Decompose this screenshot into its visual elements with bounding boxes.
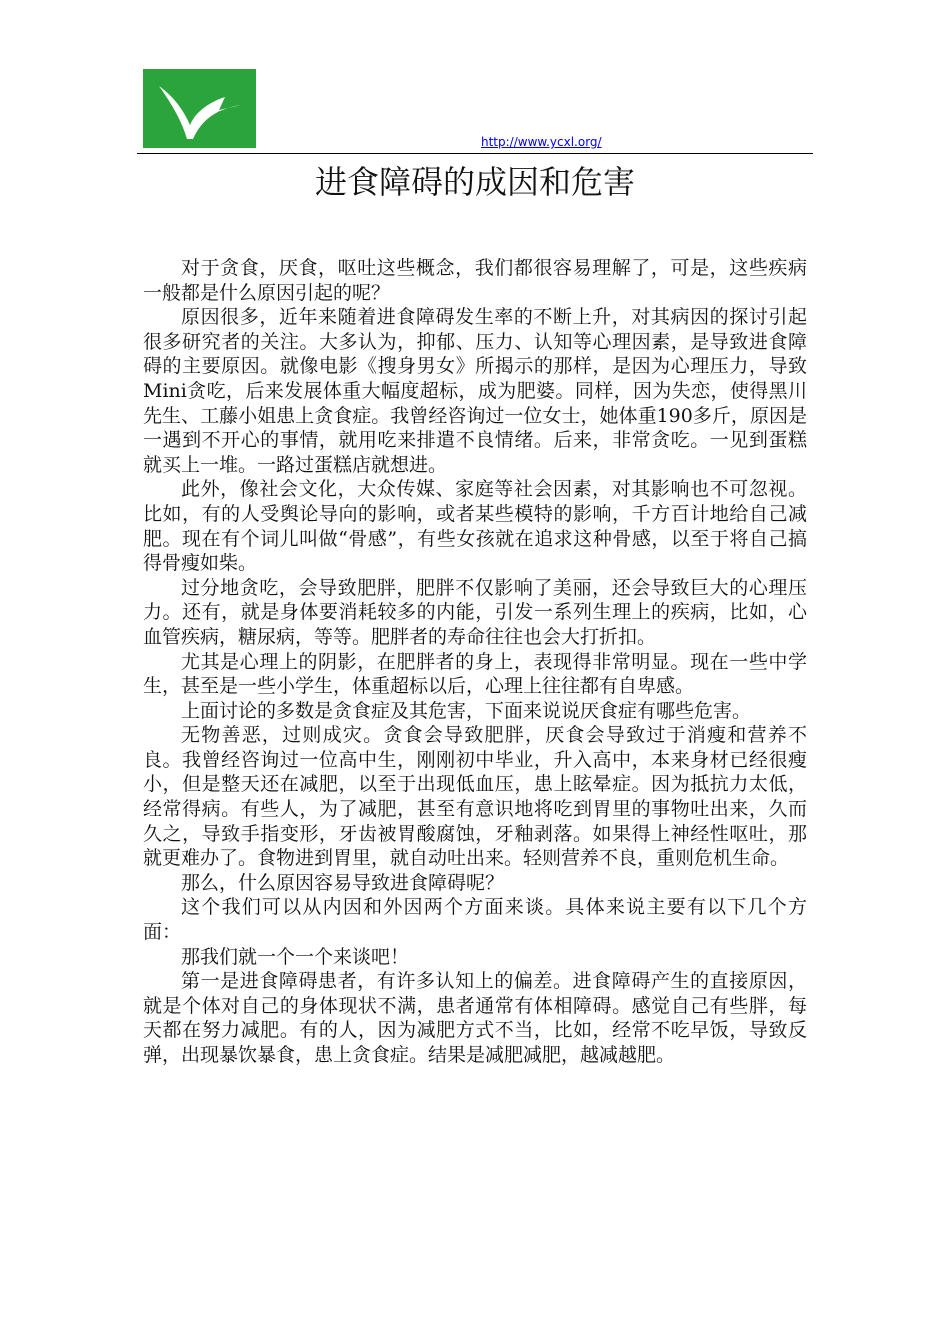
header-divider [137,153,813,154]
article-paragraph: 那我们就一个一个来谈吧！ [181,945,410,968]
article-body [143,256,807,1068]
article-paragraph: 第一是进食障碍患者，有许多认知上的偏差。进食障碍产生的直接原因，就是个体对自己的身体现状不满，患者通常有体相障碍。感觉自己有些胖，每天都在努力减肥。有的人，因为减肥方式不当，比如，经常不吃早饭，导致反弹，出现暴饮暴食，患上贪食症。结果是减肥减肥，越减越肥。 [143,970,807,1066]
site-logo[interactable] [143,69,256,148]
article-paragraph: 上面讨论的多数是贪食症及其危害，下面来说说厌食症有哪些危害。 [181,699,752,722]
article-title: 进食障碍的成因和危害 [314,163,635,201]
article-paragraph: 对于贪食，厌食，呕吐这些概念，我们都很容易理解了，可是，这些疾病一般都是什么原因引起的呢？ [143,257,807,304]
article-paragraph: 无物善恶，过则成灾。贪食会导致肥胖，厌食会导致过于消瘦和营养不良。我曾经咨询过一位高中生，刚刚初中毕业，升入高中，本来身材已经很瘦小，但是整天还在减肥，以至于出现低血压，患上眩晕症。因为抵抗力太低，经常得病。有些人，为了减肥，甚至有意识地将吃到胃里的事物吐出来，久而久之，导致手指变形，牙齿被胃酸腐蚀，牙釉剥落。如果得上神经性呕吐，那就更难办了。食物进到胃里，就自动吐出来。轻则营养不良，重则危机生命。 [143,724,807,870]
article-paragraph: 原因很多，近年来随着进食障碍发生率的不断上升，对其病因的探讨引起很多研究者的关注。大多认为，抑郁、压力、认知等心理因素，是导致进食障碍的主要原因。就像电影《搜身男女》所揭示的那样，是因为心理压力，导致Mini贪吃，后来发展体重大幅度超标，成为肥婆。同样，因为失恋，使得黑川先生、工藤小姐患上贪食症。我曾经咨询过一位女士，她体重190多斤，原因是一遇到不开心的事情，就用吃来排遣不良情绪。后来，非常贪吃。一见到蛋糕就买上一堆。一路过蛋糕店就想进。 [143,306,807,476]
article-paragraph: 那么，什么原因容易导致进食障碍呢？ [181,871,505,894]
site-url-link[interactable]: http://www.ycxl.org/ [481,135,602,149]
article-paragraph: 过分地贪吃，会导致肥胖，肥胖不仅影响了美丽，还会导致巨大的心理压力。还有，就是身体要消耗较多的内能，引发一系列生理上的疾病，比如，心血管疾病，糖尿病，等等。肥胖者的寿命往往也会大打折扣。 [143,576,807,648]
page-header [0,0,950,160]
checkmark-bird-icon [143,69,256,148]
article-paragraph: 尤其是心理上的阴影，在肥胖者的身上，表现得非常明显。现在一些中学生，甚至是一些小学生，体重超标以后，心理上往往都有自卑感。 [143,650,807,698]
article-paragraph: 这个我们可以从内因和外因两个方面来谈。具体来说主要有以下几个方面： [143,896,807,944]
article-paragraph: 此外，像社会文化，大众传媒、家庭等社会因素，对其影响也不可忽视。比如，有的人受舆论导向的影响，或者某些模特的影响，千方百计地给自己减肥。现在有个词儿叫做“骨感”，有些女孩就在追求这种骨感，以至于将自己搞得骨瘦如柴。 [143,478,807,575]
